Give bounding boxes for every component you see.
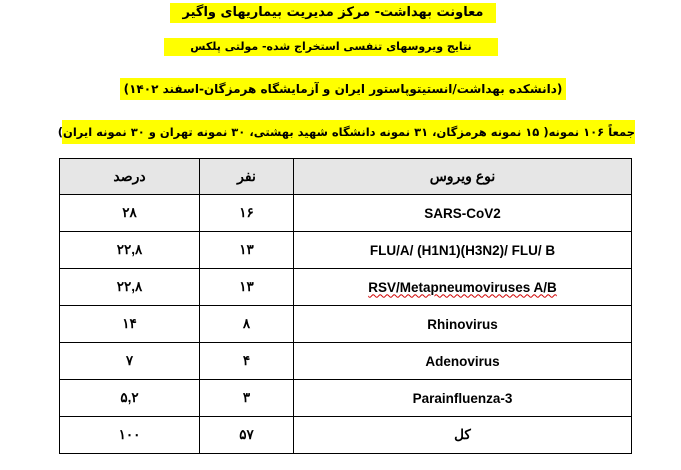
spellcheck-underlined-text: RSV/Metapneumoviruses A/B [368, 279, 557, 295]
count-cell: ۱۳ [200, 269, 294, 306]
virus-type-cell: Rhinovirus [294, 306, 632, 343]
virus-type-cell: Adenovirus [294, 343, 632, 380]
table-row [60, 306, 632, 343]
header-sample-summary: جمعاً ۱۰۶ نمونه( ۱۵ نمونه هرمزگان، ۳۱ نمونه دانشگاه شهید بهشتی، ۳۰ نمونه تهران و ۳۰ نمونه ایران) [62, 120, 635, 144]
total-label-cell: کل [294, 417, 632, 454]
count-cell: ۴ [200, 343, 294, 380]
percent-cell: ۵,۲ [60, 380, 200, 417]
table-row [60, 232, 632, 269]
count-cell: ۱۶ [200, 195, 294, 232]
percent-cell: ۷ [60, 343, 200, 380]
header-title: معاونت بهداشت- مرکز مدیریت بیماریهای واگیر [170, 3, 496, 23]
table-total-row [60, 417, 632, 454]
table-row [60, 380, 632, 417]
header-source: (دانشکده بهداشت/انستیتوپاستور ایران و آزمایشگاه هرمزگان-اسفند ۱۴۰۲) [120, 78, 566, 100]
table-row [60, 269, 632, 306]
total-percent-cell: ۱۰۰ [60, 417, 200, 454]
percent-cell: ۲۲,۸ [60, 269, 200, 306]
virus-type-cell: FLU/A/ (H1N1)(H3N2)/ FLU/ B [294, 232, 632, 269]
column-header-virus-type: نوع ویروس [294, 159, 632, 195]
header-subtitle: نتایج ویروسهای تنفسی استخراج شده- مولتی پلکس [164, 38, 498, 56]
count-cell: ۸ [200, 306, 294, 343]
table-row [60, 343, 632, 380]
percent-cell: ۲۸ [60, 195, 200, 232]
table-header-row [60, 159, 632, 195]
virus-type-cell [294, 269, 632, 306]
percent-cell: ۲۲,۸ [60, 232, 200, 269]
count-cell: ۳ [200, 380, 294, 417]
table-row [60, 195, 632, 232]
virus-type-cell: SARS-CoV2 [294, 195, 632, 232]
virus-results-table [59, 158, 632, 454]
count-cell: ۱۳ [200, 232, 294, 269]
total-count-cell: ۵۷ [200, 417, 294, 454]
virus-type-cell: Parainfluenza-3 [294, 380, 632, 417]
column-header-percent: درصد [60, 159, 200, 195]
column-header-count: نفر [200, 159, 294, 195]
percent-cell: ۱۴ [60, 306, 200, 343]
